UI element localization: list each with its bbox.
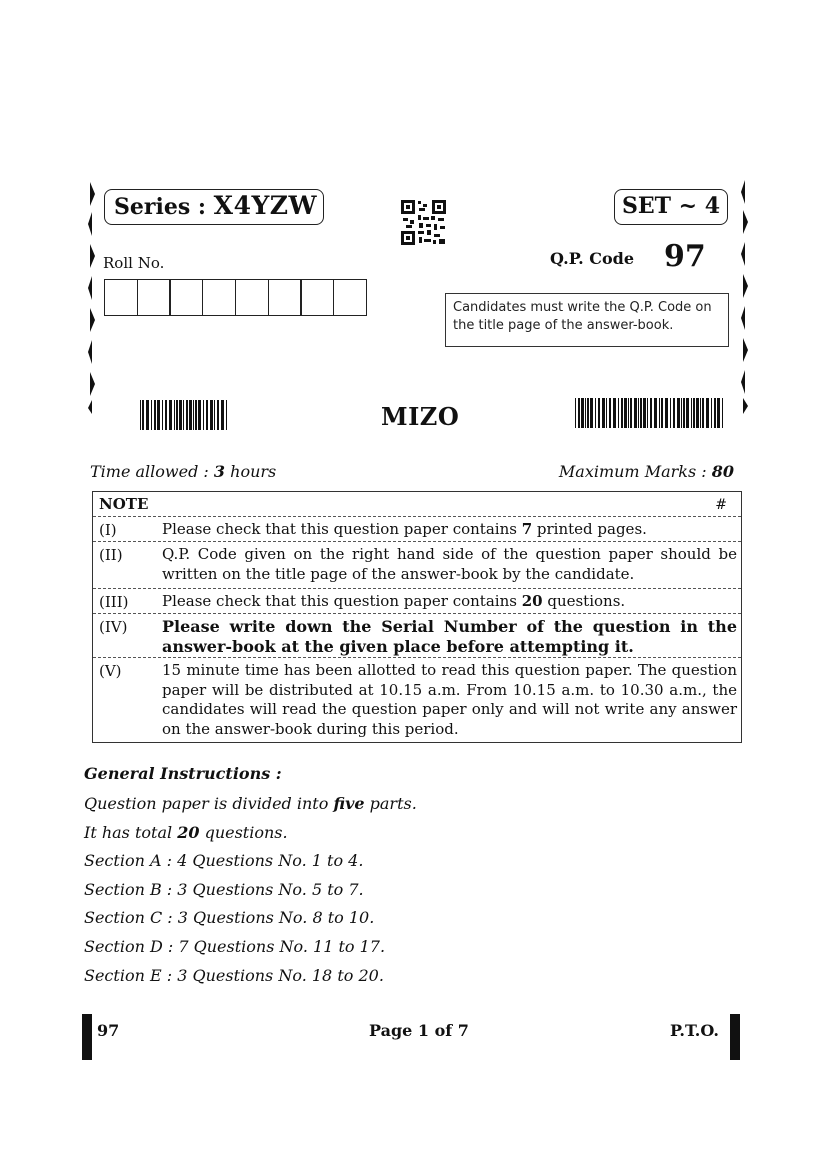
footer-qp-code: 97: [97, 1021, 120, 1040]
roll-number-label: Roll No.: [103, 254, 165, 272]
footer-pto: P.T.O.: [670, 1021, 719, 1040]
roll-number-boxes: [104, 279, 366, 316]
left-decoration: [86, 182, 98, 414]
roll-number-box[interactable]: [104, 279, 138, 316]
general-instructions-title: General Instructions :: [84, 764, 282, 783]
series-box: [104, 189, 324, 225]
qr-code: [401, 200, 446, 249]
general-instruction-line: It has total 20 questions.: [84, 823, 288, 842]
general-instruction-line: Section A : 4 Questions No. 1 to 4.: [84, 851, 364, 870]
time-value: 3: [213, 462, 226, 481]
candidate-note-box: Candidates must write the Q.P. Code on the title page of the answer-book.: [445, 293, 729, 347]
roll-number-box[interactable]: [235, 279, 269, 316]
footer-right-bar: [730, 1014, 740, 1060]
general-instruction-line: Section C : 3 Questions No. 8 to 10.: [84, 908, 375, 927]
marks-value: 80: [711, 462, 734, 481]
left-barcode: [140, 400, 228, 434]
general-instruction-line: Section D : 7 Questions No. 11 to 17.: [84, 937, 386, 956]
qp-code-label: Q.P. Code: [550, 249, 635, 268]
roll-number-box[interactable]: [333, 279, 367, 316]
right-decoration: [739, 180, 751, 414]
note-title: NOTE: [99, 495, 149, 513]
note-table: [92, 491, 742, 743]
note-item: (III) Please check that this question paper contains 20 questions.: [93, 589, 741, 614]
note-header: [93, 492, 741, 517]
note-item: (V) 15 minute time has been allotted to read this question paper. The question paper will be distributed at 10.15 a.m. From 10.15 a.m. to 10.30 a.m., the candidates will read the question paper only and will not write any answer on the answer-book during this period.: [99, 661, 737, 738]
roll-number-box[interactable]: [202, 279, 236, 316]
general-instruction-line: Section E : 3 Questions No. 18 to 20.: [84, 966, 384, 985]
subject-title: MIZO: [381, 402, 460, 431]
general-instruction-line: Section B : 3 Questions No. 5 to 7.: [84, 880, 364, 899]
time-allowed: Time allowed : 3 hours: [90, 462, 277, 481]
note-item: (IV) Please write down the Serial Number of the question in the answer-book at the given place before attempting it.: [93, 614, 741, 658]
roll-number-box[interactable]: [268, 279, 302, 316]
note-item: (I) Please check that this question paper contains 7 printed pages.: [93, 517, 741, 542]
series-label: Series :: [114, 194, 206, 220]
footer-left-bar: [82, 1014, 92, 1060]
roll-number-box[interactable]: [300, 279, 334, 316]
footer-page-number: Page 1 of 7: [369, 1021, 469, 1040]
note-item: (II) Q.P. Code given on the right hand side of the question paper should be written on the title page of the answer-book by the candidate.: [93, 542, 741, 589]
set-box: SET ~ 4: [614, 189, 728, 225]
roll-number-box[interactable]: [137, 279, 171, 316]
qp-code-value: 97: [664, 239, 706, 274]
note-hash: #: [715, 497, 727, 513]
roll-number-box[interactable]: [169, 279, 203, 316]
right-barcode: [575, 398, 723, 432]
series-code: X4YZW: [213, 191, 318, 220]
maximum-marks: Maximum Marks : 80: [558, 462, 734, 481]
general-instruction-line: Question paper is divided into five parts.: [84, 794, 417, 813]
